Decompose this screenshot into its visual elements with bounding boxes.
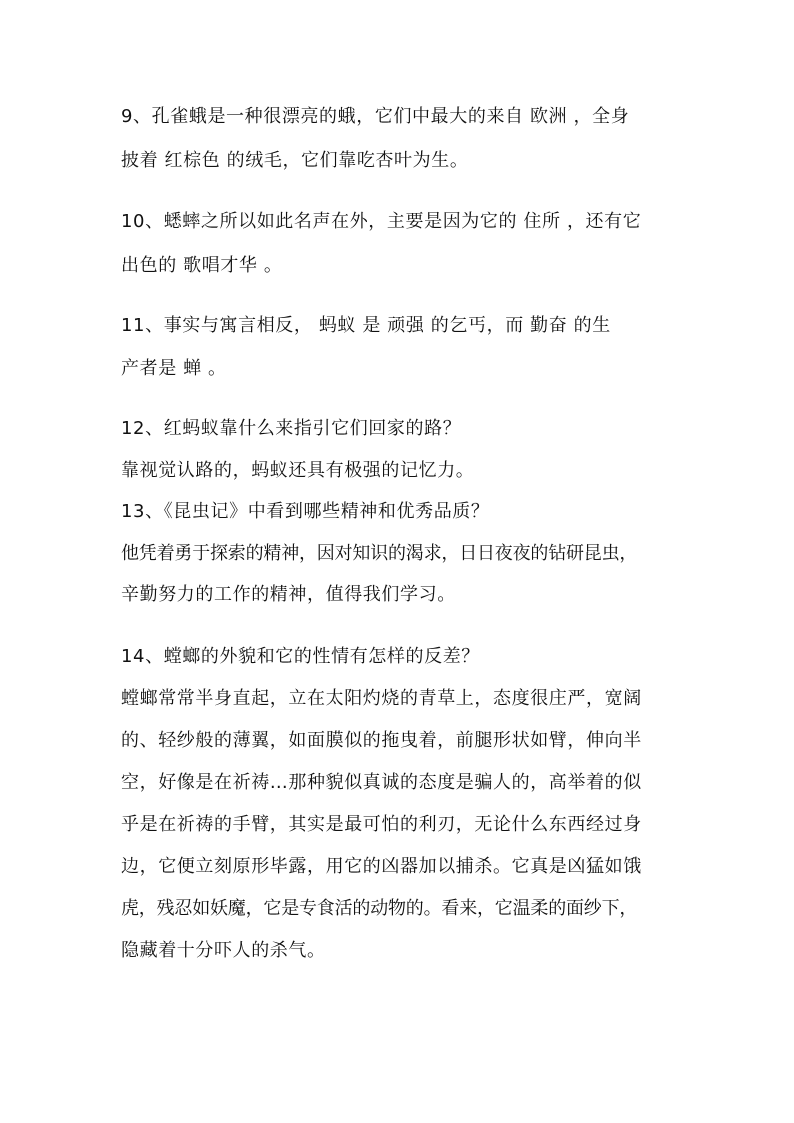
answer-14-line-7: 隐藏着十分吓人的杀气。 (121, 940, 326, 961)
answer-14-line-6: 虎，残忍如妖魔，它是专食活的动物的。看来，它温柔的面纱下， (121, 898, 638, 919)
question-11-line-1: 11、事实与寓言相反， 蚂蚁 是 顽强 的乞丐，而 勤奋 的生 (121, 315, 611, 336)
answer-14-line-1: 螳螂常常半身直起，立在太阳灼烧的青草上，态度很庄严，宽阔 (121, 688, 642, 709)
answer-14-line-2: 的、轻纱般的薄翼，如面膜似的拖曳着，前腿形状如臂，伸向半 (121, 730, 642, 751)
question-10-line-1: 10、蟋蟀之所以如此名声在外，主要是因为它的 住所 ，还有它 (121, 211, 642, 232)
answer-14-line-4: 乎是在祈祷的手臂，其实是最可怕的利刃，无论什么东西经过身 (121, 814, 642, 835)
answer-14-line-3: 空，好像是在祈祷…那种貌似真诚的态度是骗人的，高举着的似 (121, 772, 642, 793)
question-9-line-2: 披着 红棕色 的绒毛，它们靠吃杏叶为生。 (121, 150, 469, 171)
question-12: 12、红蚂蚁靠什么来指引它们回家的路？ (121, 418, 462, 439)
question-11-line-2: 产者是 蝉 。 (121, 358, 227, 379)
answer-12: 靠视觉认路的，蚂蚁还具有极强的记忆力。 (121, 460, 475, 481)
question-10-line-2: 出色的 歌唱才华 。 (121, 255, 283, 276)
question-14: 14、螳螂的外貌和它的性情有怎样的反差？ (121, 646, 480, 667)
answer-14-line-5: 边，它便立刻原形毕露，用它的凶器加以捕杀。它真是凶猛如饿 (121, 856, 642, 877)
answer-13-line-1: 他凭着勇于探索的精神，因对知识的渴求，日日夜夜的钻研昆虫， (121, 543, 638, 564)
question-13: 13、《昆虫记》中看到哪些精神和优秀品质？ (121, 501, 490, 522)
question-9-line-1: 9、孔雀蛾是一种很漂亮的蛾，它们中最大的来自 欧洲 ，全身 (121, 106, 630, 127)
answer-13-line-2: 辛勤努力的工作的精神，值得我们学习。 (121, 584, 456, 605)
